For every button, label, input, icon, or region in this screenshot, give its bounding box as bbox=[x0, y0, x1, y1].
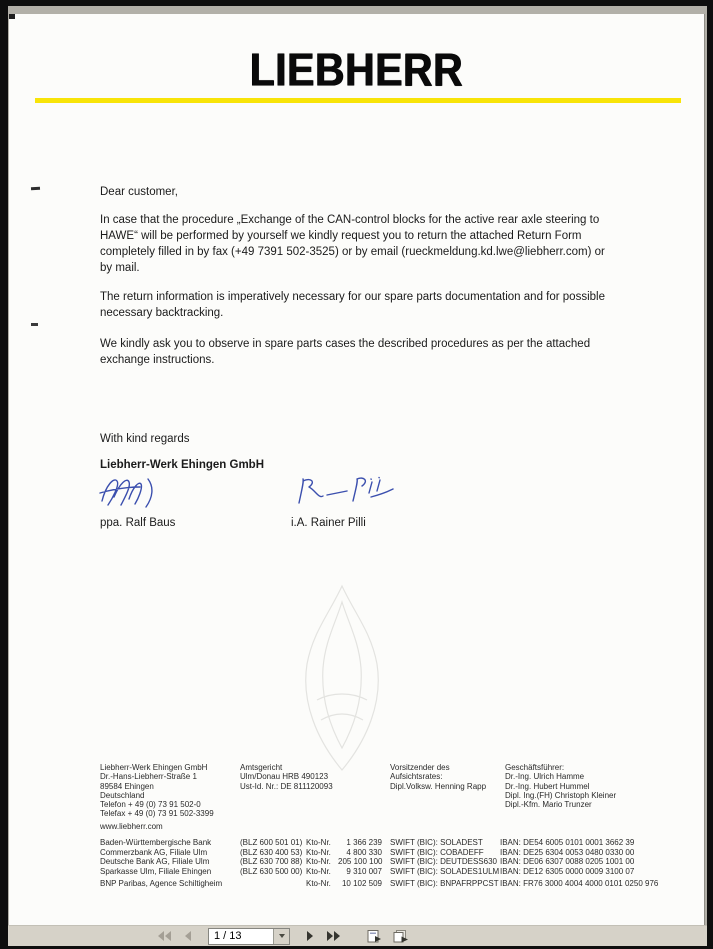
footer-line: Dipl. Ing.(FH) Christoph Kleiner bbox=[505, 790, 617, 800]
bank-details bbox=[100, 838, 676, 889]
brand-yellow-rule bbox=[35, 98, 681, 103]
bank-blz bbox=[240, 879, 306, 889]
footer-line: Amtsgericht bbox=[240, 763, 283, 772]
bank-swift: SWIFT (BIC): BNPAFRPPCST bbox=[390, 879, 499, 889]
footer-line: Telefax + 49 (0) 73 91 502-3399 bbox=[100, 809, 214, 819]
signer-name: ppa. Ralf Baus bbox=[100, 517, 176, 529]
bank-row bbox=[100, 879, 676, 889]
footer-line: Dipl.-Kfm. Mario Trunzer bbox=[505, 800, 592, 810]
double-left-arrow-icon bbox=[158, 931, 172, 941]
footer-website: www.liebherr.com bbox=[100, 821, 163, 831]
bank-account-number: 4 800 330 bbox=[346, 847, 382, 857]
bank-iban: IBAN: DE12 6305 0000 0009 3100 07 bbox=[500, 866, 635, 876]
scan-artifact bbox=[31, 187, 40, 190]
footer-line: Deutschland bbox=[100, 790, 145, 800]
bank-blz: (BLZ 630 500 00) bbox=[240, 866, 303, 876]
signature-left bbox=[100, 475, 291, 531]
bank-row bbox=[100, 848, 676, 858]
export-page-icon bbox=[367, 930, 382, 943]
left-arrow-icon bbox=[183, 931, 193, 941]
bank-row bbox=[100, 857, 676, 867]
bank-swift: SWIFT (BIC): COBADEFF bbox=[390, 847, 484, 857]
bank-name: BNP Paribas, Agence Schiltigheim bbox=[100, 879, 223, 889]
bank-account-number: 10 102 509 bbox=[341, 879, 382, 889]
footer-line: Ust-Id. Nr.: DE 811120093 bbox=[240, 781, 333, 791]
company-name: Liebherr-Werk Ehingen GmbH bbox=[100, 459, 265, 471]
export-all-pages-icon bbox=[393, 930, 409, 943]
previous-page-button[interactable] bbox=[181, 928, 195, 944]
bank-row bbox=[100, 867, 676, 877]
footer-columns bbox=[100, 763, 676, 831]
bank-account-label: Kto-Nr. bbox=[306, 847, 331, 857]
footer-registry bbox=[240, 763, 390, 831]
footer-line: Dr.-Hans-Liebherr-Straße 1 bbox=[100, 772, 197, 782]
bank-row bbox=[100, 838, 676, 848]
bank-blz: (BLZ 600 501 01) bbox=[240, 838, 303, 848]
footer-line: Dr.-Ing. Hubert Hummel bbox=[505, 781, 590, 791]
bank-iban: IBAN: DE54 6005 0101 0001 3662 39 bbox=[500, 838, 635, 848]
bank-account-number: 1 366 239 bbox=[346, 838, 382, 848]
signature-rainer-pilli-ink bbox=[291, 475, 401, 509]
bank-swift: SWIFT (BIC): DEUTDESS630 bbox=[390, 857, 497, 867]
page-navigation-toolbar bbox=[8, 925, 707, 946]
footer-line: Geschäftsführer: bbox=[505, 763, 565, 772]
signature-ralf-baus-ink bbox=[96, 475, 181, 509]
bank-name: Deutsche Bank AG, Filiale Ulm bbox=[100, 857, 210, 867]
document-page bbox=[9, 14, 704, 925]
footer-management bbox=[505, 763, 676, 831]
scan-artifact bbox=[9, 14, 15, 19]
export-page-button[interactable] bbox=[365, 928, 384, 944]
bank-iban: IBAN: DE25 6304 0053 0480 0330 00 bbox=[500, 847, 635, 857]
bank-iban: IBAN: FR76 3000 4004 4000 0101 0250 976 bbox=[500, 879, 659, 889]
next-page-button[interactable] bbox=[303, 928, 317, 944]
right-arrow-icon bbox=[305, 931, 315, 941]
signer-name: i.A. Rainer Pilli bbox=[291, 517, 366, 529]
footer-line: Aufsichtsrates: bbox=[390, 772, 443, 782]
double-right-arrow-icon bbox=[326, 931, 341, 941]
bank-name: Sparkasse Ulm, Filiale Ehingen bbox=[100, 866, 212, 876]
footer-line: 89584 Ehingen bbox=[100, 781, 154, 791]
letterhead-footer bbox=[100, 763, 676, 889]
bank-account-label: Kto-Nr. bbox=[306, 879, 331, 889]
combobox-dropdown-arrow-icon[interactable] bbox=[273, 929, 289, 944]
footer-line: Telefon + 49 (0) 73 91 502-0 bbox=[100, 800, 201, 810]
footer-line: Ulm/Donau HRB 490123 bbox=[240, 772, 329, 782]
embossed-emblem-watermark bbox=[277, 580, 407, 780]
footer-company-address bbox=[100, 763, 240, 831]
bank-account-label: Kto-Nr. bbox=[306, 866, 331, 876]
bank-iban: IBAN: DE06 6307 0088 0205 1001 00 bbox=[500, 857, 635, 867]
footer-line: Dipl.Volksw. Henning Rapp bbox=[390, 781, 487, 791]
page-number-combobox[interactable] bbox=[208, 928, 290, 945]
bank-account-label: Kto-Nr. bbox=[306, 838, 331, 848]
scan-artifact bbox=[31, 323, 38, 326]
signature-block bbox=[100, 475, 620, 531]
bank-blz: (BLZ 630 700 88) bbox=[240, 857, 303, 867]
last-page-button[interactable] bbox=[324, 928, 343, 944]
bank-swift: SWIFT (BIC): SOLADES1ULM bbox=[390, 866, 500, 876]
bank-name: Baden-Württembergische Bank bbox=[100, 838, 212, 848]
signature-right bbox=[291, 475, 401, 531]
salutation: Dear customer, bbox=[100, 186, 178, 198]
paragraph: We kindly ask you to observe in spare parts cases the described procedures as per the attached exchange instructions. bbox=[100, 338, 591, 366]
bank-name: Commerzbank AG, Filiale Ulm bbox=[100, 847, 208, 857]
liebherr-logo: LIEBHERR bbox=[249, 44, 464, 96]
footer-supervisory-board bbox=[390, 763, 505, 831]
export-all-pages-button[interactable] bbox=[391, 928, 411, 944]
paragraph: In case that the procedure „Exchange of the CAN-control blocks for the active rear axle steering to HAWE“ will be performed by yourself we kindly request you to return the attached Return Form completely filled in by fax (+49 7391 502-3525) or by email (rueckmeldung.kd.lwe@liebherr.com) or by mail. bbox=[100, 214, 605, 274]
bank-account-label: Kto-Nr. bbox=[306, 857, 331, 867]
closing-phrase: With kind regards bbox=[100, 433, 190, 445]
footer-line: Liebherr-Werk Ehingen GmbH bbox=[100, 763, 208, 772]
letter-body bbox=[100, 184, 620, 531]
bank-blz: (BLZ 630 400 53) bbox=[240, 847, 303, 857]
bank-account-number: 9 310 007 bbox=[346, 866, 382, 876]
footer-line: Vorsitzender des bbox=[390, 763, 450, 772]
paragraph: The return information is imperatively necessary for our spare parts documentation and for possible necessary backtracking. bbox=[100, 291, 605, 319]
bank-account-number: 205 100 100 bbox=[338, 857, 383, 867]
first-page-button[interactable] bbox=[156, 928, 174, 944]
bank-swift: SWIFT (BIC): SOLADEST bbox=[390, 838, 483, 848]
page-indicator: 1 / 13 bbox=[214, 929, 242, 942]
footer-line: Dr.-Ing. Ulrich Hamme bbox=[505, 772, 585, 782]
